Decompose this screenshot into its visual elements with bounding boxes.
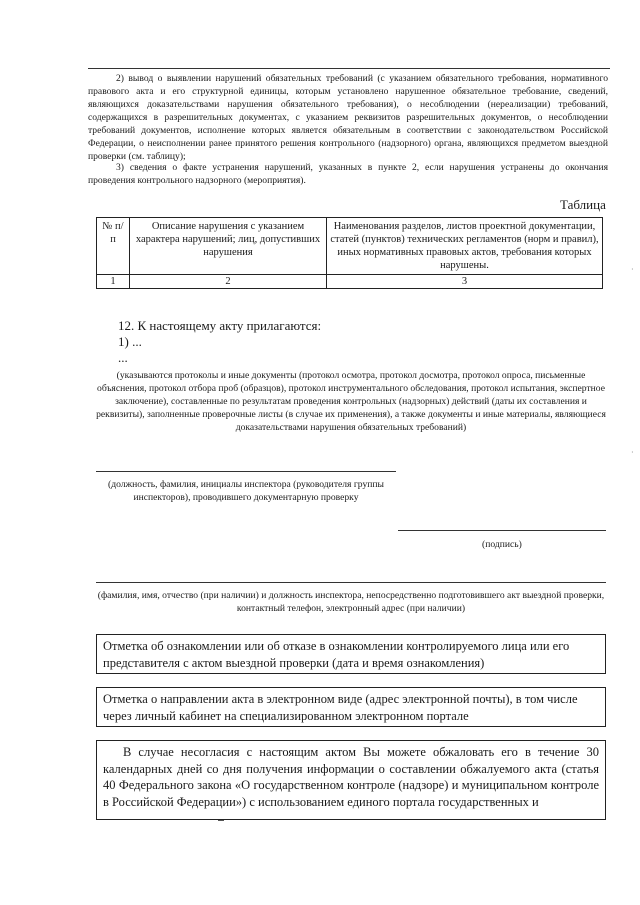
table-caption: Таблица — [560, 197, 606, 212]
preparer-line — [96, 582, 606, 583]
section-12-title: 12. К настоящему акту прилагаются: — [118, 318, 322, 333]
paragraph-2: 2) вывод о выявлении нарушений обязательных требований (с указанием обязательного требования, нормативного правового акта и его структурной единицы, которым установлено нарушенное обязательное требование, сведений, являющихся доказательствами нарушения обязательного требования), о несоблюдении (нереализации) требований, содержащихся в разрешительных документах, с указанием реквизитов разрешительных документов, о несоблюдении требований документов, исполнение которых является обязательным в соответствии с законодательством Российской Федерации, о неисполнении ранее принятого решения контрольного (надзорного) органа, являющихся предметом выездной проверки (см. таблицу); — [88, 73, 608, 162]
column-number-2: 2 — [130, 275, 327, 289]
paragraph-3: 3) сведения о факте устранения нарушений, указанных в пункте 2, если нарушения устранены до окончания проведения контрольного надзорного (мероприятия). — [88, 162, 608, 186]
attachment-item-1: 1) ... — [118, 334, 142, 349]
violations-table — [96, 217, 603, 289]
attachment-item-more: ... — [118, 350, 128, 365]
acquaintance-box: Отметка об ознакомлении или об отказе в ознакомлении контролируемого лица или его представителя с актом выездной проверки (дата и время ознакомления) — [96, 634, 606, 674]
inspector-hint: (должность, фамилия, инициалы инспектора (руководителя группы инспекторов), проводившего документарную проверку — [108, 479, 384, 503]
table-header-row — [97, 218, 603, 275]
column-number-1: 1 — [97, 275, 130, 289]
appeal-box — [96, 740, 606, 820]
column-number-3: 3 — [327, 275, 603, 289]
section-12 — [118, 318, 321, 366]
electronic-delivery-box: Отметка о направлении акта в электронном виде (адрес электронной почты), в том числе через личный кабинет на специализированном электронном портале — [96, 687, 606, 727]
inspector-line — [96, 471, 396, 472]
signature-line — [398, 530, 606, 531]
attachments-hint: (указываются протоколы и иные документы (протокол осмотра, протокол досмотра, протокол опроса, письменные объяснения, протокол отбора проб (образцов), протокол инструментального обследования, протокол испытания, экспертное заключение), составленные по результатам проведения контрольных (надзорных) действий (даты их составления и реквизиты), заполненные проверочные листы (в случае их применения), а также документы и иные материалы, являющиеся доказательствами нарушения обязательных требований) — [96, 370, 606, 433]
header-description: Описание нарушения с указанием характера нарушений; лиц, допустивших нарушения — [130, 218, 327, 275]
bottom-tick — [218, 820, 224, 821]
table-number-row — [97, 275, 603, 289]
header-number: № п/п — [97, 218, 130, 275]
preparer-hint: (фамилия, имя, отчество (при наличии) и должность инспектора, непосредственно подготовившего акт выездной проверки, контактный телефон, электронный адрес (при наличии) — [97, 590, 605, 614]
margin-mark: · — [631, 448, 634, 457]
header-references: Наименования разделов, листов проектной документации, статей (пунктов) технических регламентов (норм и правил), иных нормативных правовых актов, требования которых нарушены. — [327, 218, 603, 275]
signature-hint: (подпись) — [482, 539, 522, 550]
margin-mark: · — [631, 265, 634, 274]
appeal-text: В случае несогласия с настоящим актом Вы можете обжаловать его в течение 30 календарных дней со дня получения информации о составлении обжалуемого акта (статья 40 Федерального закона «О государственном контроле (надзоре) и муниципальном контроле в Российской Федерации») с использованием единого портала государственных и — [103, 745, 599, 809]
top-rule — [88, 68, 610, 69]
